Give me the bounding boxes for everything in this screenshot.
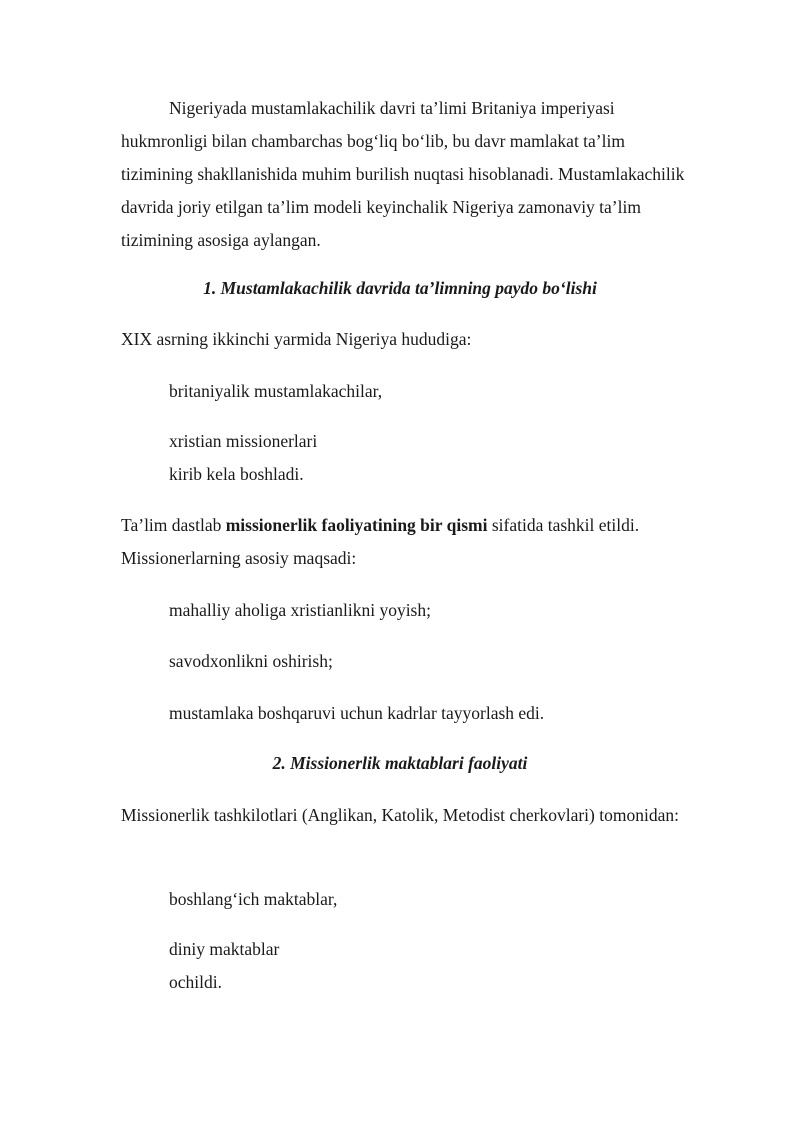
list-item: xristian missionerlari (169, 431, 318, 451)
list-item: diniy maktablar (169, 939, 280, 959)
section-2-lead: Missionerlik tashkilotlari (Anglikan, Katolik, Metodist cherkovlari) tomonidan: (121, 805, 679, 825)
list-item: savodxonlikni oshirish; (169, 651, 333, 671)
list-item: kirib kela boshladi. (169, 464, 304, 484)
section-1-paragraph (121, 509, 691, 575)
intro-paragraph: Nigeriyada mustamlakachilik davri ta’limi Britaniya imperiyasi hukmronligi bilan chambarchas bog‘liq bo‘lib, bu davr mamlakat ta’lim tizimining shakllanishida muhim burilish nuqtasi hisoblanadi. Mustamlakachilik davrida joriy etilgan ta’lim modeli keyinchalik Nigeriya zamonaviy ta’lim tizimining asosiga aylangan. (121, 98, 685, 250)
list-item: mustamlaka boshqaruvi uchun kadrlar tayyorlash edi. (169, 703, 545, 723)
section-1-lead: XIX asrning ikkinchi yarmida Nigeriya hududiga: (121, 329, 472, 349)
section-1-heading: 1. Mustamlakachilik davrida ta’limning paydo bo‘lishi (203, 278, 597, 298)
list-item: ochildi. (169, 972, 222, 992)
paragraph-text-start: Ta’lim dastlab (121, 515, 226, 535)
list-item: mahalliy aholiga xristianlikni yoyish; (169, 600, 431, 620)
section-2-heading: 2. Missionerlik maktablari faoliyati (272, 753, 528, 773)
paragraph-text-end: sifatida tashkil etildi. Missionerlarning asosiy maqsadi: (121, 515, 640, 568)
list-item: britaniyalik mustamlakachilar, (169, 381, 383, 401)
paragraph-bold-text: missionerlik faoliyatining bir qismi (225, 515, 488, 535)
list-item: boshlang‘ich maktablar, (169, 889, 338, 909)
